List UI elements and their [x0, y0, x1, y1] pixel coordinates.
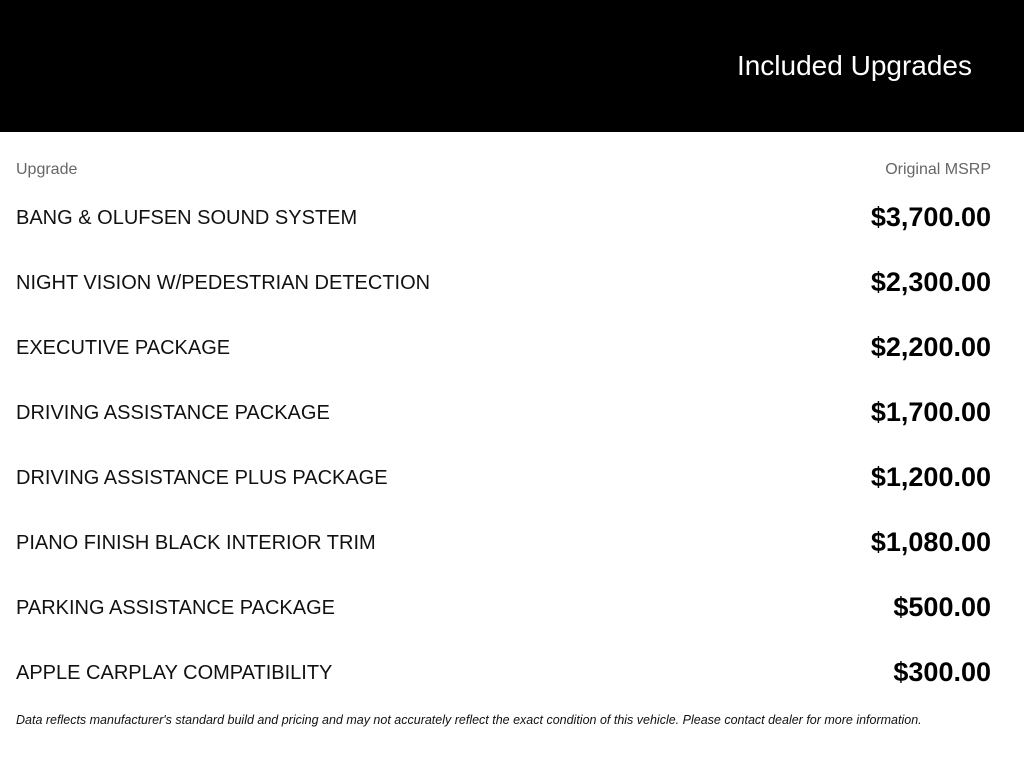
upgrade-price: $2,300.00 — [870, 267, 991, 297]
upgrade-price: $500.00 — [893, 592, 991, 622]
upgrade-price: $3,700.00 — [870, 202, 991, 232]
upgrade-name: DRIVING ASSISTANCE PLUS PACKAGE — [16, 467, 388, 489]
upgrade-price: $1,080.00 — [870, 527, 991, 557]
column-header-upgrade: Upgrade — [16, 161, 78, 178]
header-bar — [0, 0, 1024, 132]
upgrade-price: $2,200.00 — [870, 332, 991, 362]
upgrade-price: $1,200.00 — [870, 462, 991, 492]
upgrade-price: $1,700.00 — [870, 397, 991, 427]
table-row — [16, 380, 991, 445]
upgrade-name: DRIVING ASSISTANCE PACKAGE — [16, 402, 330, 424]
column-header-msrp: Original MSRP — [885, 161, 991, 178]
table-row — [16, 510, 991, 575]
table-row — [16, 250, 991, 315]
upgrade-name: APPLE CARPLAY COMPATIBILITY — [16, 662, 333, 684]
table-row — [16, 575, 991, 640]
disclaimer-text: Data reflects manufacturer's standard build and pricing and may not accurately reflect the exact condition of this vehicle. Please contact dealer for more information. — [16, 713, 922, 727]
page-title: Included Upgrades — [736, 50, 972, 81]
table-row — [16, 640, 991, 705]
upgrade-name: PIANO FINISH BLACK INTERIOR TRIM — [16, 532, 376, 554]
upgrade-price: $300.00 — [893, 657, 991, 687]
upgrade-name: NIGHT VISION W/PEDESTRIAN DETECTION — [16, 272, 431, 294]
table-row — [16, 315, 991, 380]
table-row — [16, 445, 991, 510]
upgrade-name: PARKING ASSISTANCE PACKAGE — [16, 597, 335, 619]
table-row — [16, 185, 991, 250]
upgrades-table — [16, 185, 991, 705]
upgrade-name: EXECUTIVE PACKAGE — [16, 337, 231, 359]
upgrade-name: BANG & OLUFSEN SOUND SYSTEM — [16, 207, 358, 229]
